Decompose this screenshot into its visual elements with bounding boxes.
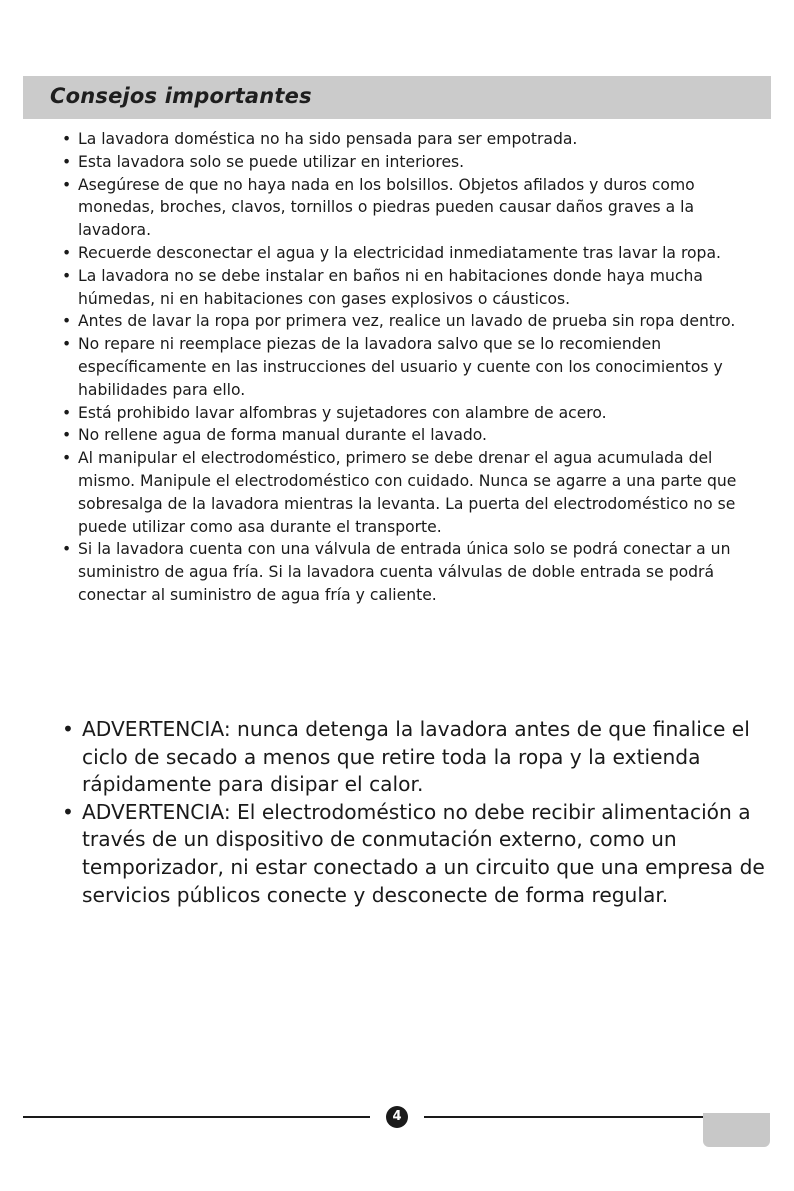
- list-item: [62, 265, 762, 311]
- warning-text: ADVERTENCIA: El electrodoméstico no debe recibir alimentación a través de un dispositivo de conmutación externo, como un temporizador, ni estar conectado a un circuito que una empresa de servicios públicos conecte y desconecte de forma regular.: [82, 799, 765, 907]
- list-item: [62, 538, 762, 606]
- tip-text: Está prohibido lavar alfombras y sujetadores con alambre de acero.: [78, 403, 607, 422]
- tips-list: [62, 128, 762, 607]
- tip-text: Al manipular el electrodoméstico, primero se debe drenar el agua acumulada del mismo. Manipule el electrodoméstico con cuidado. Nunca se agarre a una parte que sobresalga de la lavadora mientras la levanta. La puerta del electrodoméstico no se puede utilizar como asa durante el transporte.: [78, 449, 737, 536]
- list-item: [62, 174, 762, 242]
- warning-item: [62, 716, 772, 799]
- tip-text: Recuerde desconectar el agua y la electricidad inmediatamente tras lavar la ropa.: [78, 243, 721, 262]
- bullet-icon: •: [62, 717, 74, 741]
- list-item: [62, 402, 762, 425]
- bullet-icon: •: [62, 449, 72, 468]
- tip-text: La lavadora no se debe instalar en baños ni en habitaciones donde haya mucha húmedas, ni en habitaciones con gases explosivos o cáusticos.: [78, 266, 703, 308]
- bullet-icon: •: [62, 266, 72, 285]
- bullet-icon: •: [62, 243, 72, 262]
- bullet-icon: •: [62, 403, 72, 422]
- bullet-icon: •: [62, 175, 72, 194]
- bullet-icon: •: [62, 312, 72, 331]
- tip-text: La lavadora doméstica no ha sido pensada para ser empotrada.: [78, 130, 578, 148]
- page-number: 4: [386, 1106, 408, 1128]
- footer-divider-left: [23, 1116, 370, 1118]
- bullet-icon: •: [62, 799, 74, 824]
- warning-text: ADVERTENCIA: nunca detenga la lavadora antes de que finalice el ciclo de secado a menos que retire toda la ropa y la extienda rápidamente para disipar el calor.: [82, 717, 750, 797]
- list-item: [62, 333, 762, 401]
- bullet-icon: •: [62, 335, 72, 354]
- bullet-icon: •: [62, 152, 72, 171]
- footer-divider-right: [424, 1116, 704, 1118]
- tip-text: No rellene agua de forma manual durante el lavado.: [78, 426, 488, 445]
- list-item: [62, 310, 762, 333]
- tip-text: No repare ni reemplace piezas de la lavadora salvo que se lo recomienden específicamente en las instrucciones del usuario y cuente con los conocimientos y habilidades para ello.: [78, 335, 723, 399]
- tip-text: Antes de lavar la ropa por primera vez, realice un lavado de prueba sin ropa dentro.: [78, 312, 736, 331]
- bullet-icon: •: [62, 426, 72, 445]
- tip-text: Esta lavadora solo se puede utilizar en interiores.: [78, 152, 465, 171]
- bullet-icon: •: [62, 130, 72, 148]
- footer-tab: [703, 1113, 770, 1147]
- tip-text: Asegúrese de que no haya nada en los bolsillos. Objetos afilados y duros como monedas, broches, clavos, tornillos o piedras pueden causar daños graves a la lavadora.: [78, 175, 695, 240]
- list-item: [62, 424, 762, 447]
- warning-item: [62, 799, 772, 909]
- page-title: Consejos importantes: [50, 84, 312, 108]
- tip-text: Si la lavadora cuenta con una válvula de entrada única solo se podrá conectar a un suministro de agua fría. Si la lavadora cuenta válvulas de doble entrada se podrá conectar al suministro de agua fría y caliente.: [78, 540, 731, 604]
- list-item: [62, 151, 762, 174]
- list-item: [62, 128, 762, 151]
- section-header: [23, 76, 771, 119]
- bullet-icon: •: [62, 540, 72, 559]
- list-item: [62, 242, 762, 265]
- list-item: [62, 447, 762, 538]
- warnings-list: [62, 716, 772, 909]
